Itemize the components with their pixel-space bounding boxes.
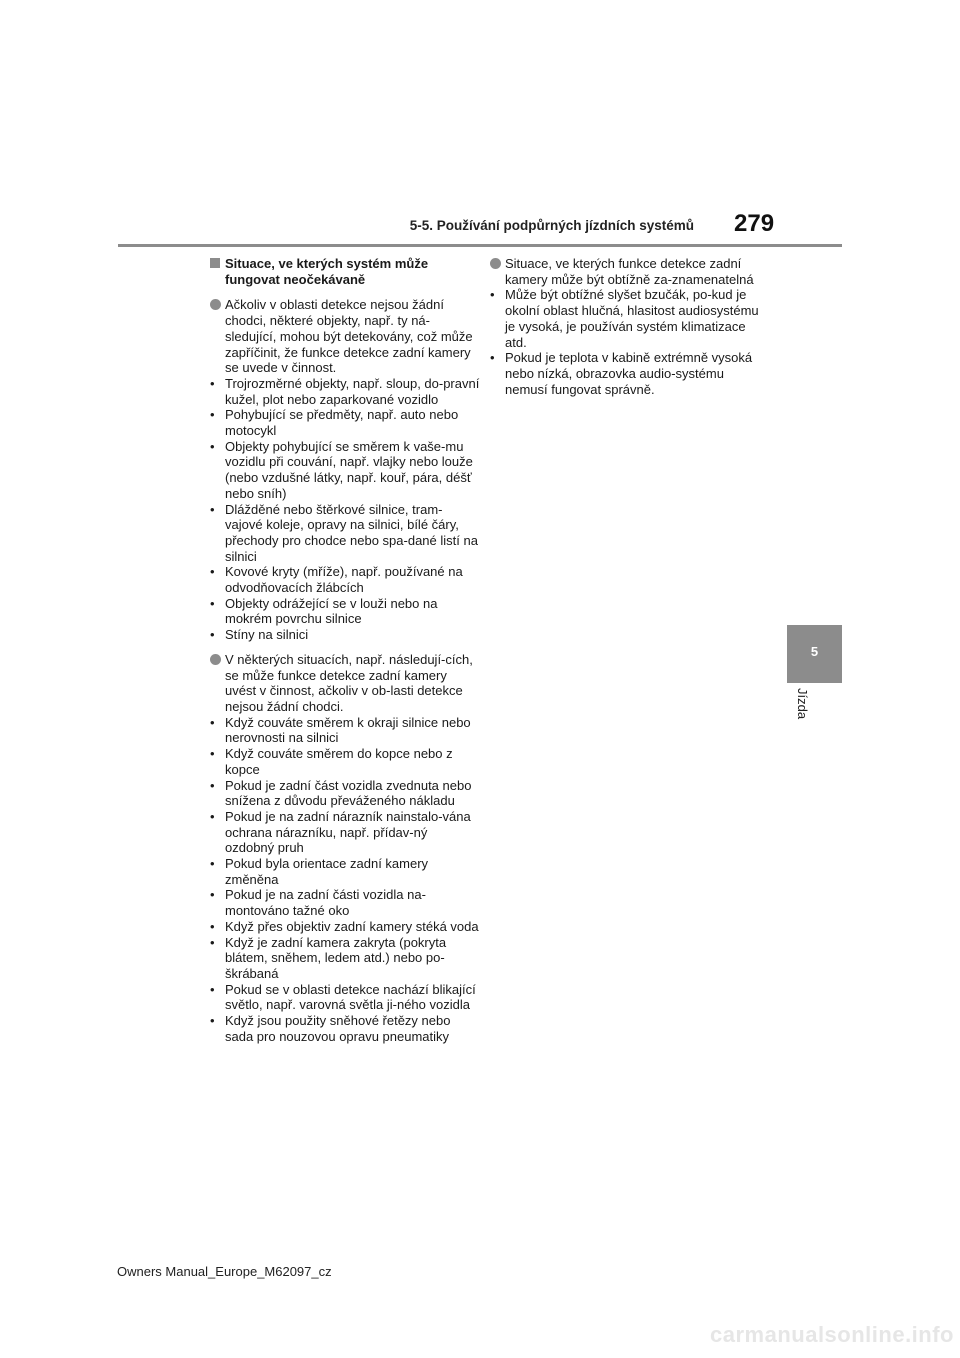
left-column [210,256,480,1053]
circle-bullet-icon [210,654,221,665]
list-item: • Pokud je zadní část vozidla zvednuta nebo snížena z důvodu převáženého nákladu [210,778,480,809]
paragraph-block [210,297,480,642]
bullet-list [490,287,760,397]
paragraph-text: Situace, ve kterých funkce detekce zadní kamery může být obtížně za-znamenatelná [505,256,754,287]
paragraph [210,652,480,715]
list-item: • Trojrozměrné objekty, např. sloup, do-pravní kužel, plot nebo zaparkované vozidlo [210,376,480,407]
list-item: • Kovové kryty (mříže), např. používané na odvodňovacích žlábcích [210,564,480,595]
paragraph-block [210,652,480,1045]
right-column [490,256,760,406]
list-item: • Objekty pohybující se směrem k vaše-mu vozidlu při couvání, např. vlajky nebo louže (nebo vzdušné látky, např. kouř, pára, déšť nebo sníh) [210,439,480,502]
list-item: • Pokud je na zadní části vozidla na-montováno tažné oko [210,887,480,918]
chapter-label: Jízda [795,688,810,720]
list-item: • Když couváte směrem do kopce nebo z kopce [210,746,480,777]
list-item: • Když přes objektiv zadní kamery stéká voda [210,919,480,935]
list-item: • Dlážděné nebo štěrkové silnice, tram-vajové koleje, opravy na silnici, bílé čáry, přechody pro chodce nebo spa-dané listí na silnici [210,502,480,565]
paragraph-text: Ačkoliv v oblasti detekce nejsou žádní chodci, některé objekty, např. ty ná-sledující, mohou být detekovány, což může zapříčinit, že funkce detekce zadní kamery se uvede v činnost. [225,297,473,376]
list-item: • Pokud se v oblasti detekce nachází blikající světlo, např. varovná světla ji-ného vozidla [210,982,480,1013]
circle-bullet-icon [490,258,501,269]
paragraph [210,297,480,376]
section-heading [210,256,480,287]
list-item: • Objekty odrážející se v louži nebo na mokrém povrchu silnice [210,596,480,627]
bullet-list [210,376,480,643]
chapter-tab: 5 [787,625,842,683]
paragraph-text: V některých situacích, např. následují-cích, se může funkce detekce zadní kamery uvést v činnost, ačkoliv v ob-lasti detekce nejsou žádní chodci. [225,651,473,714]
paragraph [490,256,760,287]
bullet-list [210,715,480,1045]
circle-bullet-icon [210,299,221,310]
list-item: • Může být obtížné slyšet bzučák, po-kud je okolní oblast hlučná, hlasitost audiosystému je vysoká, je používán systém klimatizace atd. [490,287,760,350]
list-item: • Když je zadní kamera zakryta (pokryta blátem, sněhem, ledem atd.) nebo po-škrábaná [210,935,480,982]
watermark: carmanualsonline.info [710,1322,954,1347]
list-item: • Stíny na silnici [210,627,480,643]
list-item: • Když jsou použity sněhové řetězy nebo sada pro nouzovou opravu pneumatiky [210,1013,480,1044]
list-item: • Když couváte směrem k okraji silnice nebo nerovnosti na silnici [210,715,480,746]
header-divider [118,244,842,247]
footer-text: Owners Manual_Europe_M62097_cz [117,1264,332,1279]
list-item: • Pokud byla orientace zadní kamery změněna [210,856,480,887]
section-heading-text: Situace, ve kterých systém může fungovat neočekávaně [225,256,429,287]
paragraph-block [490,256,760,397]
page-number: 279 [734,210,775,237]
list-item: • Pokud je teplota v kabině extrémně vysoká nebo nízká, obrazovka audio-systému nemusí fungovat správně. [490,350,760,397]
list-item: • Pohybující se předměty, např. auto nebo motocykl [210,407,480,438]
square-bullet-icon [210,258,220,268]
section-title: 5-5. Používání podpůrných jízdních systémů [409,218,694,233]
list-item: • Pokud je na zadní nárazník nainstalo-vána ochrana nárazníku, např. přídav-ný ozdobný pruh [210,809,480,856]
